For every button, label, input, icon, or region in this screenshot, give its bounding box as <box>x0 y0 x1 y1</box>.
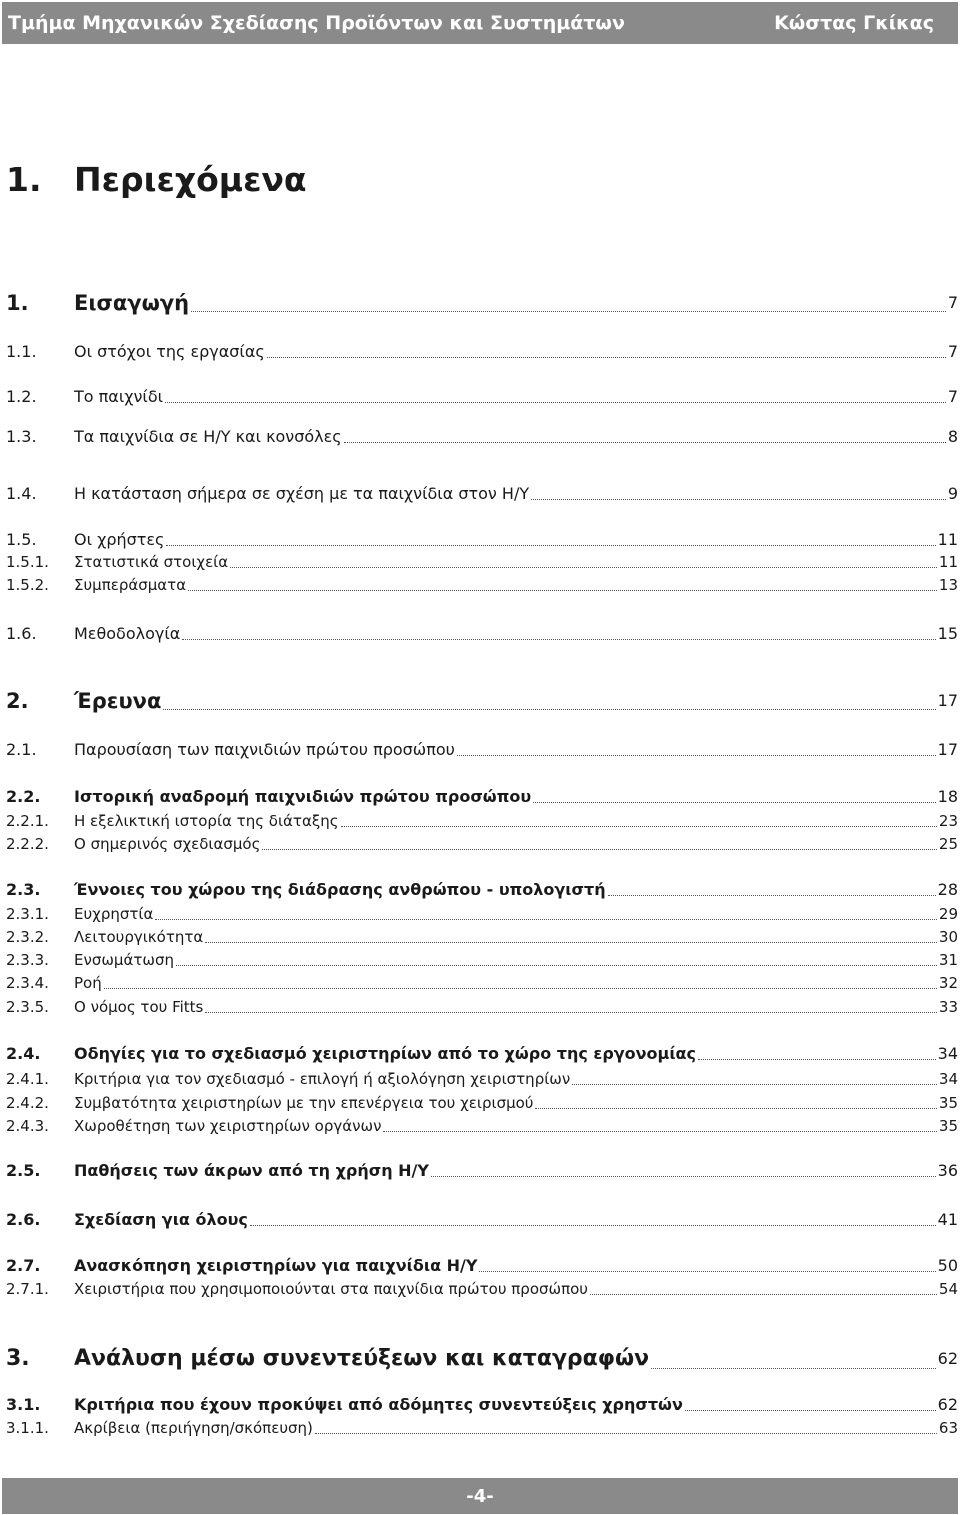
toc-entry-page: 15 <box>937 624 958 643</box>
toc-entry-number: 3.1. <box>6 1395 41 1414</box>
toc-dot-leader <box>182 638 935 640</box>
toc-dot-leader <box>651 1367 936 1369</box>
toc-dot-leader <box>479 1270 935 1272</box>
toc-entry-number: 1.5.1. <box>6 553 49 571</box>
toc-heading-text: Περιεχόμενα <box>74 160 307 199</box>
toc-heading-number: 1. <box>6 160 42 199</box>
toc-entry[interactable] <box>6 969 958 993</box>
toc-entry[interactable] <box>6 1112 958 1136</box>
toc-entry-title: Ανάλυση μέσω συνεντεύξεων και καταγραφών <box>74 1346 650 1371</box>
toc-entry-number: 2.5. <box>6 1161 41 1180</box>
toc-entry[interactable] <box>6 1089 958 1113</box>
toc-entry-page: 13 <box>938 576 958 594</box>
toc-entry-page: 41 <box>937 1210 958 1229</box>
toc-entry-page: 29 <box>938 905 958 923</box>
toc-entry[interactable] <box>6 923 958 947</box>
toc-dot-leader <box>163 708 935 710</box>
toc-entry-title: Παθήσεις των άκρων από τη χρήση Η/Υ <box>74 1161 429 1180</box>
toc-entry-page: 23 <box>938 812 958 830</box>
toc-dot-leader <box>250 1224 936 1226</box>
toc-entry-page: 35 <box>938 1117 958 1135</box>
toc-entry-page: 62 <box>937 1395 958 1414</box>
toc-entry-page: 7 <box>947 387 958 406</box>
toc-entry-title: Συμπεράσματα <box>74 576 187 594</box>
toc-entry-title: Σχεδίαση για όλους <box>74 1210 248 1229</box>
toc-dot-leader <box>165 401 946 403</box>
page-footer <box>2 1478 958 1514</box>
toc-entry-number: 2.3.1. <box>6 905 49 923</box>
toc-entry-page: 32 <box>938 974 958 992</box>
toc-entry[interactable] <box>6 993 958 1017</box>
toc-entry-title: Το παιχνίδι <box>74 387 164 406</box>
toc-entry-number: 2.3.5. <box>6 998 49 1016</box>
toc-entry[interactable] <box>6 1391 958 1415</box>
toc-entry-number: 2.4.1. <box>6 1070 49 1088</box>
toc-entry-number: 1. <box>6 291 29 315</box>
toc-entry-title: Ο νόμος του Fitts <box>74 998 204 1016</box>
toc-entry[interactable] <box>6 571 958 595</box>
toc-entry-number: 2. <box>6 689 29 713</box>
toc-dot-leader <box>176 964 937 966</box>
toc-dot-leader <box>188 589 937 591</box>
toc-entry-number: 2.2.2. <box>6 835 49 853</box>
toc-entry-page: 8 <box>947 427 958 446</box>
toc-dot-leader <box>104 987 937 989</box>
toc-entry[interactable] <box>6 1065 958 1089</box>
toc-entry[interactable] <box>6 686 958 714</box>
toc-entry[interactable] <box>6 423 958 447</box>
toc-dot-leader <box>383 1130 936 1132</box>
toc-entry-title: Η κατάσταση σήμερα σε σχέση με τα παιχνίδια στον Η/Υ <box>74 484 530 503</box>
toc-entry-page: 11 <box>937 530 958 549</box>
toc-dot-leader <box>457 754 936 756</box>
toc-entry-title: Οι χρήστες <box>74 530 165 549</box>
toc-entry[interactable] <box>6 620 958 644</box>
toc-entry-title: Ανασκόπηση χειριστηρίων για παιχνίδια Η/Υ <box>74 1256 478 1275</box>
toc-entry-number: 1.5.2. <box>6 576 49 594</box>
toc-dot-leader <box>533 801 936 803</box>
toc-dot-leader <box>572 1083 937 1085</box>
toc-entry[interactable] <box>6 1414 958 1438</box>
toc-dot-leader <box>698 1058 936 1060</box>
toc-entry-page: 30 <box>938 928 958 946</box>
toc-entry-title: Συμβατότητα χειριστηρίων με την επενέργεια του χειρισμού <box>74 1094 534 1112</box>
toc-entry-title: Στατιστικά στοιχεία <box>74 553 229 571</box>
toc-entry-title: Κριτήρια για τον σχεδιασμό - επιλογή ή αξιολόγηση χειριστηρίων <box>74 1070 571 1088</box>
toc-entry-number: 1.3. <box>6 427 37 446</box>
toc-entry-number: 1.1. <box>6 342 37 361</box>
toc-entry-number: 2.3.4. <box>6 974 49 992</box>
toc-entry-number: 2.6. <box>6 1210 41 1229</box>
toc-entry-number: 2.7. <box>6 1256 41 1275</box>
toc-entry-number: 3. <box>6 1346 30 1371</box>
toc-entry-number: 2.2. <box>6 787 41 806</box>
toc-entry-page: 17 <box>937 740 958 759</box>
toc-entry-number: 2.4.3. <box>6 1117 49 1135</box>
toc-entry-title: Παρουσίαση των παιχνιδιών πρώτου προσώπου <box>74 740 455 759</box>
toc-entry-title: Οδηγίες για το σχεδιασμό χειριστηρίων από το χώρο της εργονομίας <box>74 1044 697 1063</box>
toc-dot-leader <box>262 848 936 850</box>
toc-entry[interactable] <box>6 1206 958 1230</box>
toc-entry-title: Ευχρηστία <box>74 905 154 923</box>
toc-entry-title: Ο σημερινός σχεδιασμός <box>74 835 261 853</box>
toc-entry-number: 2.3.3. <box>6 951 49 969</box>
toc-entry-number: 2.3. <box>6 880 41 899</box>
toc-entry-title: Ροή <box>74 974 102 992</box>
toc-entry[interactable] <box>6 1157 958 1181</box>
toc-entry-page: 54 <box>938 1280 958 1298</box>
toc-entry-number: 2.4.2. <box>6 1094 49 1112</box>
toc-dot-leader <box>205 1011 937 1013</box>
toc-entry-number: 2.4. <box>6 1044 41 1063</box>
toc-entry-title: Τα παιχνίδια σε Η/Υ και κονσόλες <box>74 427 342 446</box>
toc-dot-leader <box>166 544 935 546</box>
toc-entry-title: Λειτουργικότητα <box>74 928 204 946</box>
toc-entry[interactable] <box>6 783 958 807</box>
header-department: Τμήμα Μηχανικών Σχεδίασης Προϊόντων και Συστημάτων <box>8 12 625 34</box>
toc-entry-number: 2.7.1. <box>6 1280 49 1298</box>
toc-entry-page: 7 <box>947 293 958 312</box>
toc-dot-leader <box>191 310 946 312</box>
toc-entry[interactable] <box>6 288 958 316</box>
toc-entry[interactable] <box>6 1252 958 1276</box>
toc-dot-leader <box>341 825 937 827</box>
toc-entry-page: 50 <box>937 1256 958 1275</box>
toc-entry[interactable] <box>6 1275 958 1299</box>
toc-entry-page: 28 <box>937 880 958 899</box>
toc-dot-leader <box>315 1432 937 1434</box>
toc-dot-leader <box>155 918 937 920</box>
toc-entry[interactable] <box>6 526 958 550</box>
toc-entry-title: Ιστορική αναδρομή παιχνιδιών πρώτου προσώπου <box>74 787 532 806</box>
toc-entry-page: 35 <box>938 1094 958 1112</box>
toc-entry-page: 25 <box>938 835 958 853</box>
toc-entry-number: 2.2.1. <box>6 812 49 830</box>
toc-entry-title: Οι στόχοι της εργασίας <box>74 342 265 361</box>
header-author: Κώστας Γκίκας <box>774 12 934 34</box>
toc-entry-number: 1.2. <box>6 387 37 406</box>
toc-dot-leader <box>685 1409 936 1411</box>
toc-entry-page: 18 <box>937 787 958 806</box>
page-number: -4- <box>466 1485 494 1507</box>
toc-entry-page: 33 <box>938 998 958 1016</box>
toc-entry[interactable] <box>6 338 958 362</box>
toc-dot-leader <box>608 894 936 896</box>
toc-entry-number: 1.5. <box>6 530 37 549</box>
toc-entry-page: 11 <box>938 553 958 571</box>
toc-entry-page: 17 <box>937 691 958 710</box>
toc-entry[interactable] <box>6 876 958 900</box>
toc-entry[interactable] <box>6 946 958 970</box>
toc-entry-title: Κριτήρια που έχουν προκύψει από αδόμητες συνεντεύξεις χρηστών <box>74 1395 683 1414</box>
toc-entry-page: 63 <box>938 1419 958 1437</box>
toc-entry-number: 1.4. <box>6 484 37 503</box>
toc-dot-leader <box>267 356 946 358</box>
toc-entry-title: Μεθοδολογία <box>74 624 181 643</box>
toc-entry-title: Η εξελικτική ιστορία της διάταξης <box>74 812 339 830</box>
toc-dot-leader <box>535 1107 936 1109</box>
toc-entry[interactable] <box>6 1040 958 1064</box>
toc-dot-leader <box>531 498 946 500</box>
toc-entry[interactable] <box>6 1343 958 1373</box>
toc-entry-number: 3.1.1. <box>6 1419 49 1437</box>
toc-entry-page: 9 <box>947 484 958 503</box>
toc-dot-leader <box>344 441 946 443</box>
toc-dot-leader <box>205 941 937 943</box>
toc-entry-title: Έννοιες του χώρου της διάδρασης ανθρώπου - υπολογιστή <box>74 880 606 899</box>
toc-entry[interactable] <box>6 900 958 924</box>
toc-entry-page: 31 <box>938 951 958 969</box>
toc-entry-page: 7 <box>947 342 958 361</box>
toc-entry[interactable] <box>6 480 958 504</box>
toc-entry-number: 2.1. <box>6 740 37 759</box>
toc-entry-title: Έρευνα <box>74 689 162 713</box>
toc-entry[interactable] <box>6 548 958 572</box>
toc-entry[interactable] <box>6 383 958 407</box>
toc-entry[interactable] <box>6 807 958 831</box>
toc-entry-title: Χωροθέτηση των χειριστηρίων οργάνων <box>74 1117 382 1135</box>
toc-entry-number: 2.3.2. <box>6 928 49 946</box>
toc-entry-page: 62 <box>937 1349 958 1368</box>
toc-entry-title: Ακρίβεια (περιήγηση/σκόπευση) <box>74 1419 313 1437</box>
toc-dot-leader <box>431 1175 936 1177</box>
toc-entry-title: Ενσωμάτωση <box>74 951 174 969</box>
toc-entry[interactable] <box>6 830 958 854</box>
toc-entry-number: 1.6. <box>6 624 37 643</box>
toc-dot-leader <box>230 566 937 568</box>
toc-entry-page: 34 <box>938 1070 958 1088</box>
toc-entry[interactable] <box>6 736 958 760</box>
toc-entry-page: 34 <box>937 1044 958 1063</box>
toc-entry-title: Εισαγωγή <box>74 291 190 315</box>
toc-entry-page: 36 <box>937 1161 958 1180</box>
toc-dot-leader <box>590 1293 937 1295</box>
toc-heading <box>6 160 307 199</box>
page-header <box>2 2 958 44</box>
toc-entry-title: Χειριστήρια που χρησιμοποιούνται στα παιχνίδια πρώτου προσώπου <box>74 1280 588 1298</box>
